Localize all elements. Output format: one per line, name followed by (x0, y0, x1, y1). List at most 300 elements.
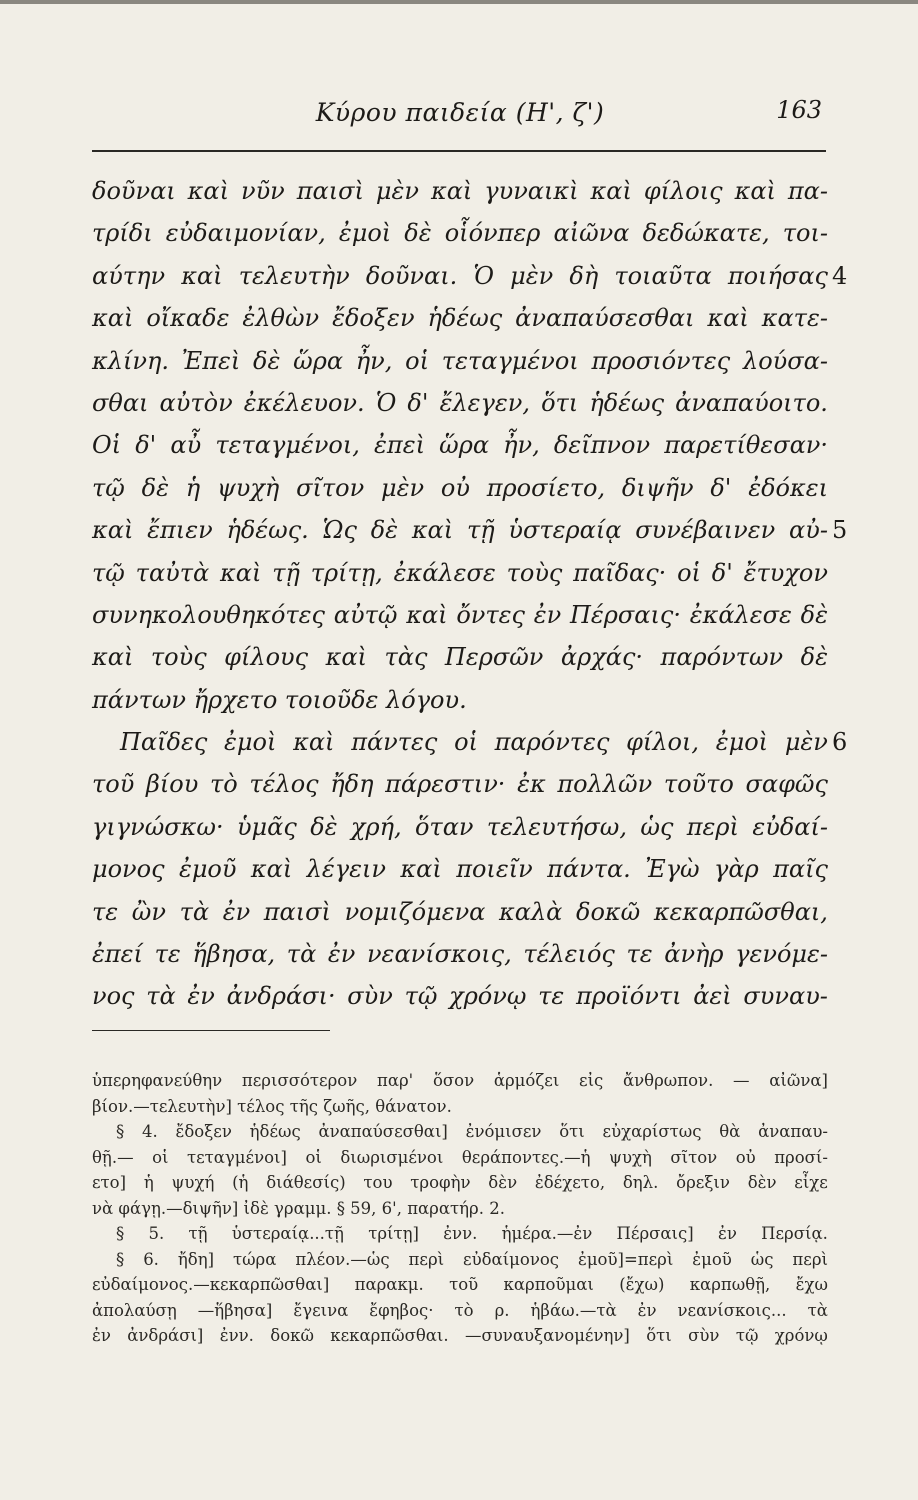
word: ἔχω (795, 1275, 828, 1294)
word: ἐμοῦ]=περὶ (577, 1249, 674, 1269)
word: εὐδαίμονος (463, 1249, 560, 1269)
word: δοῦναι (92, 177, 176, 205)
word: βίου (145, 770, 199, 799)
word: — (733, 1071, 750, 1090)
word: λέγειν (306, 855, 386, 884)
word: δοκῶ (270, 1326, 314, 1345)
word: 4. (142, 1122, 158, 1141)
word: ὡς (640, 812, 674, 841)
word: ἐν (533, 600, 562, 629)
word: τὰ (179, 897, 210, 926)
text-line (92, 594, 828, 636)
word: γυναικὶ (484, 177, 579, 205)
word: Οἱ (92, 431, 122, 460)
word: ἔγεινα (293, 1300, 349, 1320)
word: ἐν (327, 940, 356, 969)
word: Περσίᾳ. (761, 1224, 828, 1243)
footnote-line (92, 1068, 828, 1094)
word: γιγνώσκω· (92, 812, 224, 841)
word: σὺν (347, 982, 393, 1011)
word: ὢν (131, 897, 166, 926)
footnote-line (92, 1145, 828, 1171)
word: κλίνη. (92, 346, 169, 375)
word: πλέον.—ὡς (295, 1249, 390, 1269)
word: οὐ (735, 1147, 756, 1167)
word: ἐμοὶ (338, 219, 392, 248)
word: του (363, 1173, 393, 1192)
word: καὶ (250, 855, 293, 884)
word: σαφῶς (745, 770, 828, 799)
word: διωρισμένοι (340, 1147, 444, 1167)
header-rule (92, 150, 826, 152)
text-line (92, 212, 828, 254)
text-line (92, 763, 828, 805)
text-line (92, 509, 848, 551)
word: ἦν, (503, 431, 540, 460)
word: ἄνθρωπον. (623, 1071, 714, 1090)
word: ὅτι (646, 1326, 672, 1345)
word: συνηκολουθηκότες (92, 600, 325, 629)
word: τοι- (782, 219, 828, 248)
word: τῷ (735, 1326, 759, 1345)
section-number: 4 (832, 261, 848, 290)
word: τρίδι (92, 219, 153, 248)
word: ἐκάλεσε (393, 558, 496, 587)
footnote-line (92, 1298, 828, 1324)
word: Ὁ (375, 388, 397, 417)
word: ὑστεραίᾳ...τῇ (231, 1224, 344, 1243)
word: οἷόνπερ (444, 219, 541, 248)
word: συνέβαινεν (635, 516, 776, 545)
word: θεράποντες.—ἡ (461, 1147, 591, 1167)
word: τεταγμένοι (441, 346, 579, 375)
word: ἔδοξεν (332, 304, 415, 333)
word: τῇ (466, 516, 495, 545)
word: φίλοι, (626, 728, 700, 757)
word: πολλῶν (557, 770, 653, 799)
word: ταὐτὰ (135, 558, 210, 587)
word: παισὶ (263, 897, 331, 926)
word: ἀναπαυ- (758, 1122, 828, 1141)
word: προσί- (774, 1147, 828, 1167)
word: δοκῶ (576, 897, 641, 926)
word: τοὺς (150, 643, 207, 672)
word: τρίτῃ] (368, 1224, 419, 1243)
text-line (92, 170, 828, 212)
word: περισσότερον (241, 1071, 358, 1090)
word: ἡδέως. (226, 516, 309, 545)
word: τροφὴν (410, 1173, 471, 1192)
word: ετο] (92, 1173, 127, 1192)
word: οἱ (677, 558, 701, 587)
word: αἰῶνα] (769, 1071, 828, 1090)
word: ἐμοῦ (692, 1249, 732, 1269)
word: καὶ (220, 558, 262, 587)
word: σῖτον (296, 473, 365, 502)
text-line (92, 340, 828, 382)
section-number: 5 (832, 516, 848, 545)
word: ἐδέχετο, (534, 1173, 606, 1192)
word: περὶ (408, 1249, 445, 1269)
word: ἀναπαύοιτο. (675, 388, 828, 417)
word: τεταγμένοι] (186, 1147, 287, 1167)
footnote-rule (92, 1030, 330, 1031)
word: ὅταν (414, 812, 474, 841)
word: ἐδόκει (748, 473, 828, 502)
word: Περσῶν (444, 643, 544, 672)
scan-top-edge (0, 0, 918, 4)
running-head: Κύρου παιδεία (Η', ζ') (315, 98, 605, 127)
word: θῇ.— (92, 1147, 134, 1167)
word: Ἐγὼ (645, 855, 700, 884)
word: θὰ (719, 1122, 741, 1141)
word: ἐν (222, 897, 251, 926)
text-line-content (92, 255, 828, 297)
word: ἀνδράσι] (127, 1326, 204, 1345)
word: καὶ (92, 516, 134, 545)
word: ἐλθὼν (242, 304, 320, 333)
word: κεκαρπῶσθαι, (653, 897, 828, 926)
word: κεκαρπῶσθαι. (330, 1326, 449, 1345)
word: καὶ (734, 177, 776, 205)
word: νομιζόμενα (344, 897, 486, 926)
word: μὲν (375, 177, 419, 205)
word: διψῆν (621, 473, 694, 502)
word: προσίετο, (486, 473, 606, 502)
word: λούσα- (743, 346, 828, 375)
word: φίλοις (643, 177, 723, 205)
word: τέλειός (523, 940, 615, 969)
word: δ' (711, 558, 733, 587)
word: ἐνν. (219, 1326, 254, 1345)
word: τελευτὴν (238, 261, 350, 290)
word: σῖτον (670, 1147, 718, 1167)
word: ἥβησα, (192, 940, 276, 969)
page-number: 163 (776, 96, 822, 124)
word: δ' (135, 431, 157, 460)
word: διάθεσίς) (266, 1173, 346, 1192)
word: ἔδοξεν (175, 1122, 232, 1141)
word: μὲν (510, 261, 554, 290)
word: ἐν (717, 1224, 737, 1243)
word: παρόντων (660, 643, 784, 672)
word: ἔλεγεν, (439, 388, 530, 417)
footnote-line (92, 1272, 828, 1298)
word: σθαι (92, 388, 149, 417)
word: ἤδη (330, 770, 374, 799)
word: ἐν (187, 982, 215, 1011)
word: οἱ (405, 346, 430, 375)
word: καὶ (181, 261, 223, 290)
word: § (116, 1249, 125, 1269)
word: τοιαῦτα (614, 261, 712, 290)
word: καὶ (430, 177, 473, 205)
word: καὶ (92, 304, 134, 333)
word: τὸ (454, 1300, 474, 1320)
text-line (92, 255, 848, 297)
word: ἐκ (517, 770, 546, 799)
word: εὐχαρίστως (602, 1122, 702, 1141)
word: οἱ (152, 1147, 169, 1167)
word: Πέρσαις· (569, 600, 681, 629)
word: παρόντες (494, 728, 610, 757)
word: ἔφηβος· (369, 1300, 434, 1320)
word: ἡβάω.—τὰ (530, 1300, 617, 1320)
word: συναυ- (743, 982, 828, 1011)
word: § (116, 1122, 125, 1141)
text-line (92, 636, 828, 678)
text-line (92, 975, 828, 1017)
word: οἱ (305, 1147, 322, 1167)
word: χρόνῳ (774, 1326, 828, 1345)
word: (ἡ (232, 1173, 249, 1192)
word: ἔτυχον (743, 558, 828, 587)
word: δ' (407, 388, 429, 417)
word: δεῖπνον (553, 431, 651, 460)
word: ἐκάλεσε (689, 600, 792, 629)
word: ὄντες (456, 600, 525, 629)
word: εὐδαί- (752, 812, 828, 841)
word: παρακμ. (354, 1275, 424, 1294)
word: παῖδας· (573, 558, 667, 587)
word: δὲ (370, 516, 399, 545)
word: Παῖδες (120, 728, 208, 757)
word: Ὁ (473, 261, 495, 290)
word: ὥρα (439, 431, 490, 460)
word: ἀναπαύσεσθαι (515, 304, 695, 333)
footnote-line (92, 1119, 828, 1145)
page-header (92, 92, 828, 132)
word: τὰ (146, 982, 176, 1011)
word: —ἥβησα] (197, 1300, 273, 1320)
word: εὐδαίμονος.—κεκαρπῶσθαι] (92, 1275, 330, 1294)
footnote-line (92, 1221, 828, 1247)
word: πάρεστιν· (385, 770, 506, 799)
word: προϊόντι (576, 982, 682, 1011)
word: παῖς (773, 855, 828, 884)
section-number: 6 (832, 728, 848, 757)
word: δὲ (404, 219, 432, 248)
footnote-line (92, 1247, 828, 1273)
word: παισὶ (296, 177, 364, 205)
word: παρ' (376, 1071, 414, 1090)
word: ἀπολαύσῃ (92, 1300, 177, 1320)
word: τὸ (209, 770, 238, 799)
word: περὶ (686, 812, 739, 841)
word: ὅτι (559, 1122, 585, 1141)
word: τῷ (92, 558, 125, 587)
word: ἁρμόζει (493, 1071, 560, 1090)
word: μὲν (381, 473, 425, 502)
word: καὶ (325, 643, 367, 672)
word: δὲ (800, 643, 828, 672)
text-line (92, 848, 828, 890)
word: δὲν (747, 1173, 777, 1192)
word: μονος (92, 855, 165, 884)
word: ἡδέως (249, 1122, 301, 1141)
word: τῷ (404, 982, 438, 1011)
word: ὄρεξιν (676, 1173, 730, 1192)
word: τὰ (807, 1300, 828, 1320)
main-text (92, 170, 848, 1018)
text-line (92, 467, 828, 509)
word: τε (626, 940, 653, 969)
word: νος (92, 982, 135, 1011)
text-line (92, 891, 828, 933)
word: τώρα (232, 1249, 277, 1269)
word: τέλος (249, 770, 319, 799)
text-line (92, 933, 828, 975)
word: τρίτῃ, (310, 558, 383, 587)
word: σὺν (688, 1326, 720, 1345)
word: δὲ (800, 600, 828, 629)
word: δὲ (253, 346, 281, 375)
word: καὶ (411, 516, 454, 545)
word: ἡδέως (589, 388, 665, 417)
word: τε (92, 897, 119, 926)
word: ρ. (494, 1300, 510, 1320)
footnote-line (92, 1323, 828, 1349)
word: παρετίθεσαν· (664, 431, 828, 460)
footnote-line: βίον.—τελευτὴν] τέλος τῆς ζωῆς, θάνατον. (92, 1096, 452, 1116)
word: εἰς (579, 1071, 604, 1090)
word: ὅσον (432, 1071, 475, 1090)
word: δεδώκατε, (642, 219, 770, 248)
word: δοῦναι. (365, 261, 458, 290)
word: τοῦ (449, 1275, 479, 1294)
word: γενόμε- (735, 940, 828, 969)
word: εὐδαιμονίαν, (165, 219, 326, 248)
text-line-content (120, 721, 828, 763)
word: ψυχὴ (609, 1147, 652, 1167)
word: εἶχε (794, 1173, 828, 1192)
text-line (92, 806, 828, 848)
word: δὲν (488, 1173, 518, 1192)
word: καὶ (400, 855, 442, 884)
word: καὶ (707, 304, 749, 333)
text-line-content (92, 509, 828, 551)
word: τῇ (272, 558, 300, 587)
word: αὐτῷ (333, 600, 398, 629)
word: δὴ (569, 261, 599, 290)
word: ποιήσας (727, 261, 828, 290)
word: δ' (710, 473, 732, 502)
word: οὐ (440, 473, 470, 502)
word: οἴκαδε (146, 304, 230, 333)
word: ποιεῖν (456, 855, 533, 884)
word: καὶ (590, 177, 632, 205)
word: τὰς (384, 643, 428, 672)
word: ἐμοὶ (715, 728, 769, 757)
word: ἐν (92, 1326, 111, 1345)
word: αἰῶνα (553, 219, 630, 248)
word: ἀναπαύσεσθαι] (318, 1122, 448, 1141)
word: καὶ (187, 177, 230, 205)
footnote-line: νὰ φάγῃ.—διψῆν] ἰδὲ γραμμ. § 59, 6', παρατήρ. 2. (92, 1198, 505, 1218)
word: (ἔχω) (619, 1275, 665, 1294)
word: καὶ (406, 600, 448, 629)
word: περὶ (792, 1249, 828, 1269)
word: ἀρχάς· (560, 643, 644, 672)
word: τεταγμένοι, (215, 431, 360, 460)
text-line (92, 297, 828, 339)
word: τε (538, 982, 565, 1011)
word: τελευτήσω, (486, 812, 627, 841)
word: πάντα. (547, 855, 631, 884)
word: ἡδέως (427, 304, 503, 333)
word: ἡ (185, 473, 201, 502)
word: ἐπεὶ (374, 431, 425, 460)
word: αὐ- (789, 516, 828, 545)
word: πάντες (351, 728, 438, 757)
word: ἀνὴρ (664, 940, 724, 969)
word: κατε- (761, 304, 828, 333)
word: § (116, 1224, 125, 1243)
word: ἡμέρα.—ἐν (501, 1224, 593, 1243)
word: δηλ. (622, 1173, 659, 1192)
word: αύτην (92, 261, 166, 290)
word: αὖ (170, 431, 202, 460)
word: ἐμοῦ (178, 855, 237, 884)
word: πα- (787, 177, 828, 205)
word: ἐπεί (92, 940, 143, 969)
word: μὲν (784, 728, 828, 757)
word: δὲ (141, 473, 169, 502)
word: οἱ (454, 728, 478, 757)
text-line: πάντων ἤρχετο τοιοῦδε λόγου. (92, 685, 467, 714)
word: ἤδη] (177, 1249, 215, 1269)
word: τῷ (92, 473, 125, 502)
word: ἐμοὶ (224, 728, 277, 757)
word: τῇ (188, 1224, 208, 1243)
word: καλὰ (499, 897, 563, 926)
word: γὰρ (714, 855, 759, 884)
word: καρποῦμαι (503, 1275, 594, 1294)
word: ὑπερηφανεύθην (92, 1071, 223, 1090)
word: χρή, (350, 812, 402, 841)
word: ἐκέλευον. (243, 388, 365, 417)
word: ἀνδράσι· (226, 982, 336, 1011)
word: ὥρα (293, 346, 344, 375)
word: χρόνῳ (449, 982, 527, 1011)
text-line (92, 552, 828, 594)
word: νεανίσκοις, (366, 940, 512, 969)
word: νῦν (241, 177, 285, 205)
word: τοὺς (506, 558, 563, 587)
word: τὰ (286, 940, 317, 969)
word: —συναυξανομένην] (465, 1326, 630, 1345)
word: Ὡς (322, 516, 357, 545)
word: δὲ (310, 812, 338, 841)
word: ἦν, (355, 346, 393, 375)
word: ἔπιεν (147, 516, 213, 545)
word: προσιόντες (591, 346, 731, 375)
word: 6. (143, 1249, 159, 1269)
word: φίλους (224, 643, 309, 672)
word: Ἐπεὶ (181, 346, 241, 375)
word: νεανίσκοις... (677, 1300, 787, 1320)
word: ἀεὶ (693, 982, 732, 1011)
word: ψυχὴ (216, 473, 280, 502)
word: 5. (148, 1224, 165, 1243)
text-line (92, 424, 828, 466)
footnote-line (92, 1170, 828, 1196)
text-line (92, 382, 828, 424)
word: ἐν (637, 1300, 657, 1320)
word: ὡς (750, 1249, 774, 1269)
word: καρπωθῇ, (689, 1275, 771, 1294)
word: ἐνόμισεν (465, 1122, 542, 1141)
